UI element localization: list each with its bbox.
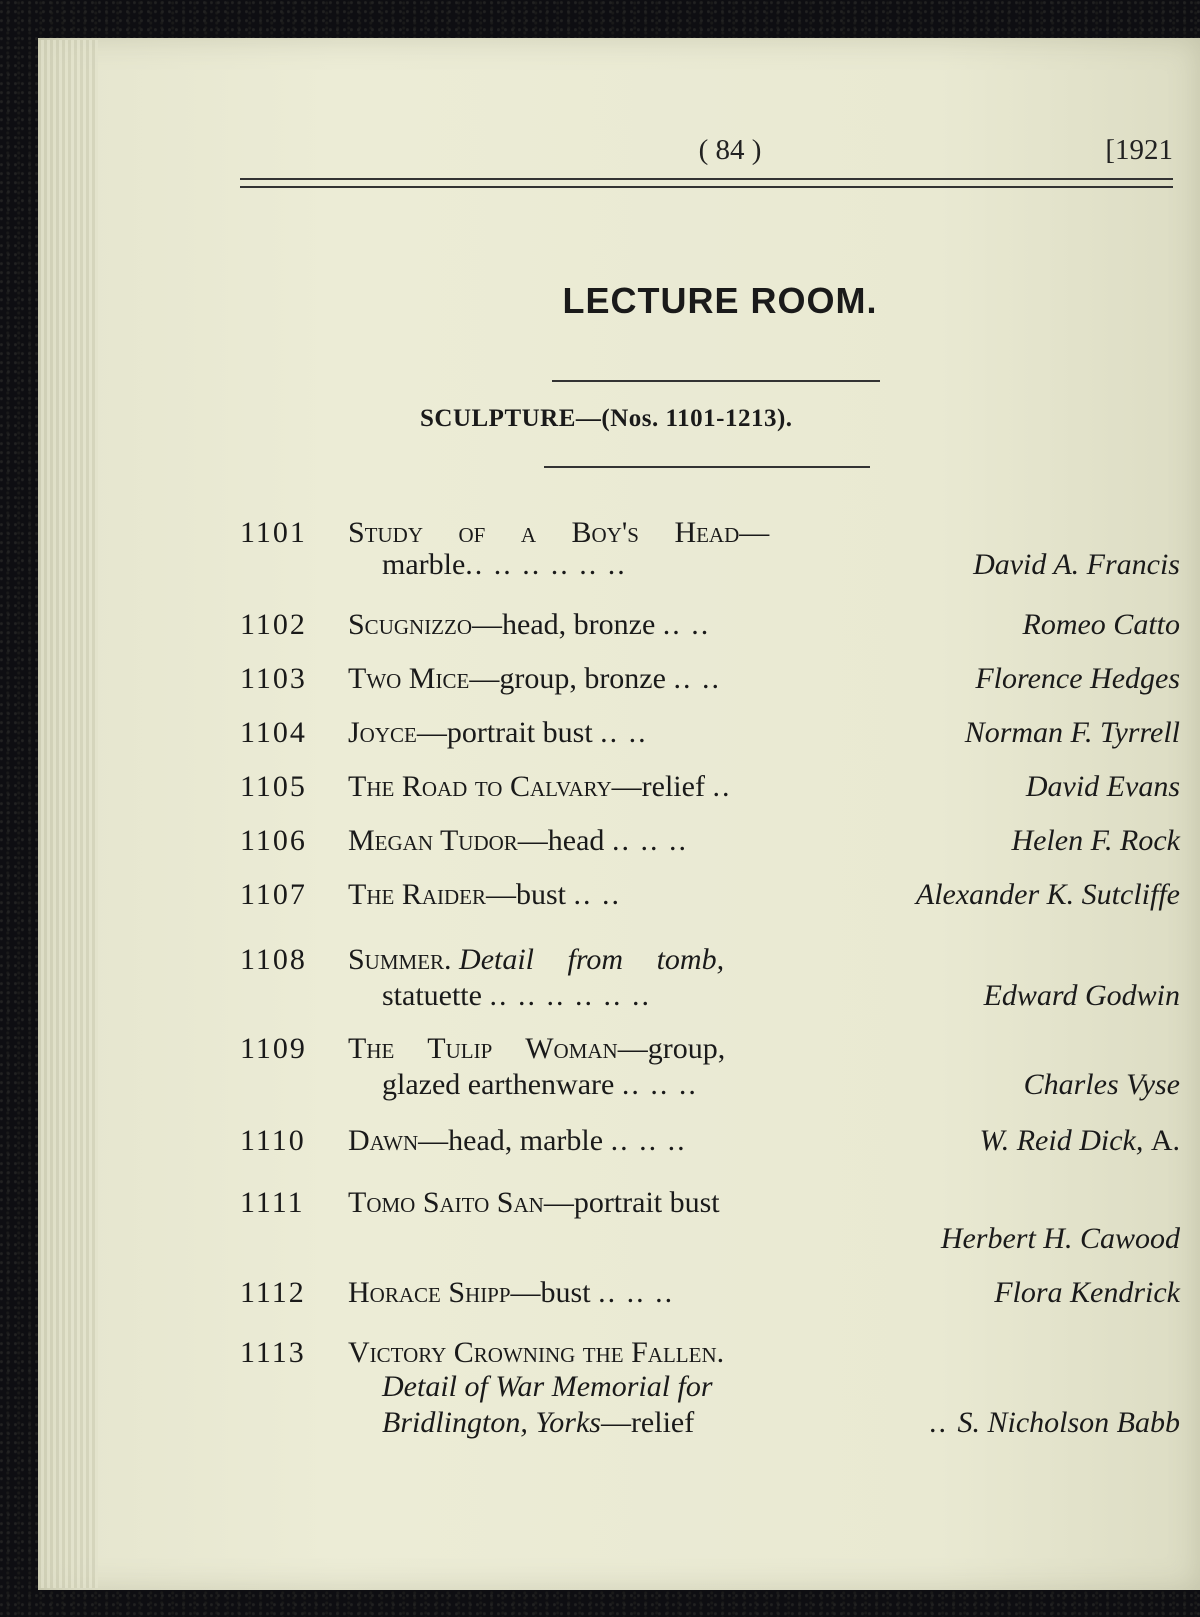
entry-medium: group, bronze xyxy=(499,662,666,695)
entry-title: Two Mice xyxy=(348,662,470,695)
entry-artist: Charles Vyse xyxy=(1023,1068,1180,1101)
entry-number: 1101 xyxy=(240,516,307,549)
section-subtitle: SCULPTURE—(Nos. 1101-1213). xyxy=(420,405,793,432)
entry-title: The Road to Calvary xyxy=(348,770,612,803)
entry-number: 1109 xyxy=(240,1032,307,1065)
entry-artist: W. Reid Dick, xyxy=(979,1124,1144,1157)
entry-number: 1111 xyxy=(240,1186,305,1219)
entry-title: Horace Shipp xyxy=(348,1276,511,1309)
page-edges xyxy=(38,40,98,1588)
entry-title: Scugnizzo xyxy=(348,608,473,641)
entry-number: 1113 xyxy=(240,1336,306,1369)
entry-medium-detail: glazed earthenware xyxy=(382,1068,615,1101)
entry-medium: marble xyxy=(382,548,466,581)
entry-number: 1106 xyxy=(240,824,307,857)
entry-number: 1112 xyxy=(240,1276,306,1309)
entry-artist: Florence Hedges xyxy=(975,662,1180,695)
entry-title: Victory Crowning the Fallen. xyxy=(348,1336,725,1369)
entry-medium: statuette xyxy=(382,979,482,1012)
entry-title: The Raider xyxy=(348,878,486,911)
entry-title: Joyce xyxy=(348,716,417,749)
entry-medium: portrait bust xyxy=(446,716,593,749)
entry-artist: Romeo Catto xyxy=(1022,608,1180,641)
entry-medium: bust xyxy=(516,878,567,911)
entry-title: Dawn xyxy=(348,1124,419,1157)
header-year: [1921 xyxy=(1105,134,1173,166)
entry-number: 1103 xyxy=(240,662,307,695)
entry-artist: Helen F. Rock xyxy=(1011,824,1180,857)
page-number: ( 84 ) xyxy=(698,134,762,166)
entry-title: Summer. xyxy=(348,943,452,976)
entry-number: 1108 xyxy=(240,943,307,976)
header-rule xyxy=(240,178,1173,188)
entry-artist: David A. Francis xyxy=(973,548,1180,581)
entry-number: 1104 xyxy=(240,716,307,749)
entry-artist: David Evans xyxy=(1025,770,1180,803)
entry-artist-suffix: A. xyxy=(1150,1124,1180,1157)
entry-detail: Detail of War Memorial for xyxy=(382,1370,713,1403)
entry-number: 1102 xyxy=(240,608,307,641)
subtitle-rule xyxy=(544,466,870,468)
title-rule xyxy=(552,380,880,382)
entry-title: Megan Tudor xyxy=(348,824,518,857)
entry-artist: Edward Godwin xyxy=(983,979,1180,1012)
entry-detail-place: Bridlington, Yorks xyxy=(382,1406,601,1439)
entry-medium: relief xyxy=(630,1406,695,1439)
entry-number: 1105 xyxy=(240,770,307,803)
entry-medium: bust xyxy=(540,1276,591,1309)
entry-medium: head, marble xyxy=(448,1124,604,1157)
entry-artist: Flora Kendrick xyxy=(994,1276,1180,1309)
entry-title: The Tulip Woman xyxy=(348,1032,618,1065)
entry-medium: group, xyxy=(647,1032,726,1065)
entry-title: Tomo Saito San xyxy=(348,1186,544,1219)
entry-medium: head, bronze xyxy=(502,608,656,641)
entry-number: 1107 xyxy=(240,878,307,911)
running-header xyxy=(240,126,1173,186)
page-title: LECTURE ROOM. xyxy=(562,280,878,321)
entry-medium: relief xyxy=(641,770,705,803)
entry-artist: Alexander K. Sutcliffe xyxy=(915,878,1180,911)
entry-artist: Herbert H. Cawood xyxy=(940,1222,1180,1255)
entry-medium: portrait bust xyxy=(573,1186,720,1219)
entry-number: 1110 xyxy=(240,1124,306,1157)
entry-artist: Norman F. Tyrrell xyxy=(964,716,1180,749)
entry-title: Study of a Boy's Head xyxy=(348,516,740,549)
entry-artist: S. Nicholson Babb xyxy=(957,1406,1180,1439)
entry-medium: head xyxy=(547,824,605,857)
entry-detail: Detail from tomb, xyxy=(459,943,725,976)
